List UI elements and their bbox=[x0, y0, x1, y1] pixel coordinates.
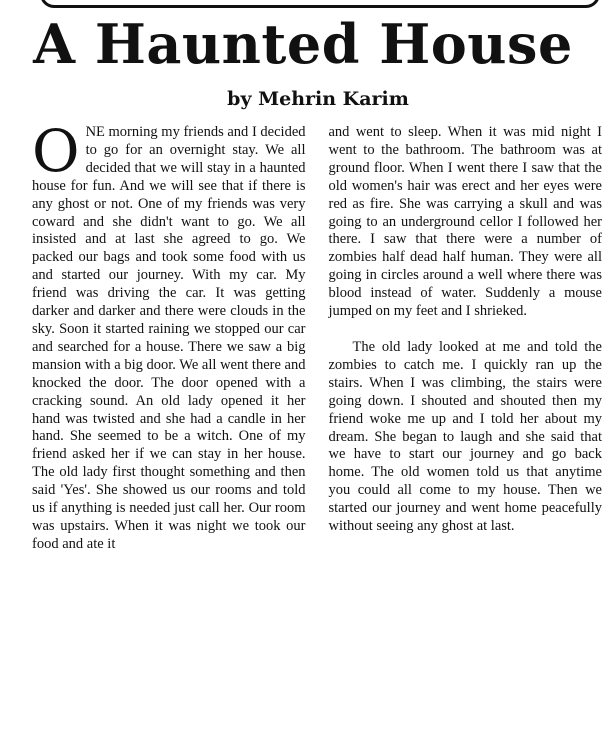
clipping-frame-border bbox=[40, 0, 600, 8]
article-column-right bbox=[320, 124, 603, 720]
article-column-left bbox=[32, 124, 306, 720]
paragraph bbox=[32, 124, 306, 554]
paragraph: and went to sleep. When it was mid night I went to the bathroom. The bathroom was at ground floor. When I went there I saw that the old women's hair was erect and her eyes were red as fire. She was carrying a skull and was going to an underground cellor I followed her there. I saw that there were a number of zombies half dead half human. They were all going in circles around a well where there was blood instead of water. Suddenly a mouse jumped on my feet and I shrieked. bbox=[328, 124, 602, 320]
article-body bbox=[32, 124, 602, 720]
byline: by Mehrin Karim bbox=[227, 88, 409, 110]
drop-cap: O bbox=[32, 124, 80, 185]
paragraph-text: NE morning my friends and I decided to go for an overnight stay. We all decided that we will stay in a haunted house for fun. And we will see that if there is any ghost or not. One of my friends was very coward and she didn't want to go. We all insisted and at last she agreed to go. We packed our bags and took some food with us and started our journey. With my car. My friend was driving the car. It was getting darker and darker and there were clouds in the sky. Soon it started raining we stopped our car and searched for a house. There we saw a big mansion with a big door. We all went there and knocked the door. The door opened with a cracking sound. An old lady opened it her hand was twisted and she had a candle in her hand. She seemed to be a witch. One of my friend asked her if we can stay in her house. The old lady first thought something and then said 'Yes'. She showed us our rooms and told us if anything is needed just call her. Our room was upstairs. When it was night we took our food and ate it bbox=[32, 124, 306, 552]
article-title: A Haunted House bbox=[33, 12, 573, 76]
paragraph: The old lady looked at me and told the zombies to catch me. I quickly ran up the stairs. When I was climbing, the stairs were going down. I shouted and shouted then my friend woke me up and I told her about my dream. She began to laugh and she said that we have to start our journey and go back home. The old women told us that anytime you could all come to my house. Then we started our journey and went home peacefully without seeing any ghost at last. bbox=[328, 338, 602, 535]
